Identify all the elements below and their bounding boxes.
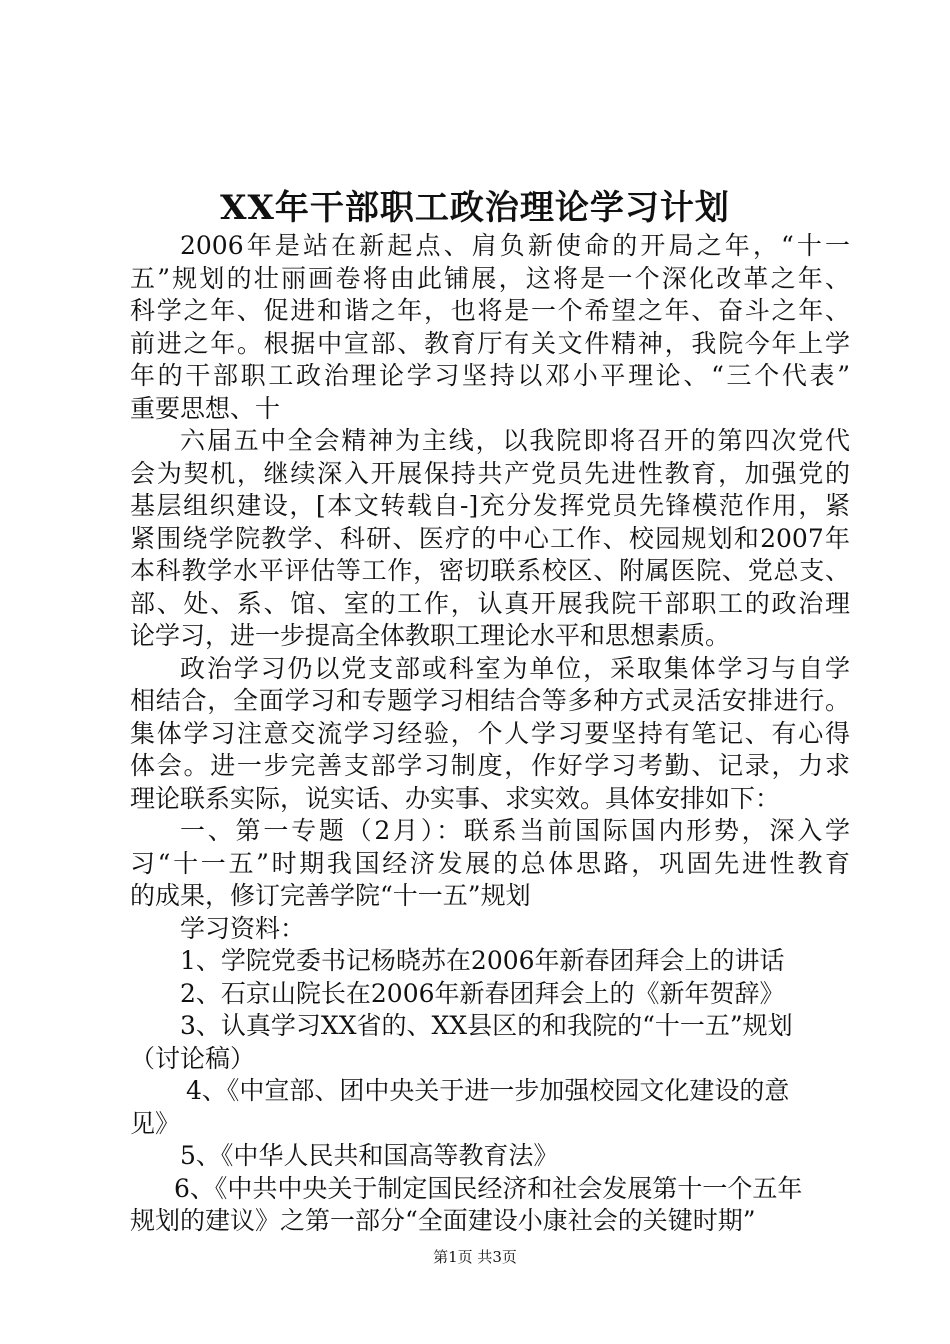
text-line: 年的干部职工政治理论学习坚持以邓小平理论、“三个代表”	[130, 361, 850, 390]
list-item-continuation: （讨论稿）	[130, 1043, 256, 1073]
text-line: 论学习，进一步提高全体教职工理论水平和思想素质。	[130, 621, 731, 650]
text-line: 科学之年、促进和谐之年，也将是一个希望之年、奋斗之年、	[130, 296, 850, 325]
text-line: 2006年是站在新起点、肩负新使命的开局之年，“十一	[180, 231, 850, 260]
document-title: XX年干部职工政治理论学习计划	[220, 188, 730, 228]
text-line: 的成果，修订完善学院“十一五”规划	[130, 881, 531, 910]
text-line: 体会。进一步完善支部学习制度，作好学习考勤、记录，力求	[130, 751, 850, 780]
text-line: 会为契机，继续深入开展保持共产党员先进性教育，加强党的	[130, 458, 850, 488]
text-line: 一、第一专题（2月）：联系当前国际国内形势，深入学	[180, 816, 850, 845]
list-item-continuation: 见》	[130, 1108, 181, 1138]
text-line: 政治学习仍以党支部或科室为单位，采取集体学习与自学	[180, 653, 850, 683]
text-line: 重要思想、十	[130, 393, 281, 423]
list-item-continuation: 规划的建议》之第一部分“全面建设小康社会的关键时期”	[130, 1206, 756, 1235]
text-line: 习“十一五”时期我国经济发展的总体思路，巩固先进性教育	[130, 848, 850, 878]
text-line: 部、处、系、馆、室的工作，认真开展我院干部职工的政治理	[130, 588, 850, 618]
text-line: 理论联系实际，说实话、办实事、求实效。具体安排如下：	[130, 783, 781, 813]
list-item: 4、《中宣部、团中央关于进一步加强校园文化建设的意	[186, 1076, 790, 1105]
list-item: 1、学院党委书记杨晓苏在2006年新春团拜会上的讲话	[180, 946, 785, 975]
document-body	[130, 230, 850, 1238]
text-line: 前进之年。根据中宣部、教育厅有关文件精神，我院今年上学	[130, 328, 850, 358]
text-line: 五”规划的壮丽画卷将由此铺展，这将是一个深化改革之年、	[130, 263, 850, 293]
text-line: 学习资料：	[180, 913, 306, 943]
text-line: 六届五中全会精神为主线，以我院即将召开的第四次党代	[180, 426, 850, 455]
text-line: 紧围绕学院教学、科研、医疗的中心工作、校园规划和2007年	[130, 523, 850, 553]
text-line: 集体学习注意交流学习经验，个人学习要坚持有笔记、有心得	[130, 718, 850, 748]
list-item: 6、《中共中央关于制定国民经济和社会发展第十一个五年	[174, 1173, 803, 1203]
text-line: 基层组织建设，[本文转载自-]充分发挥党员先锋模范作用，紧	[130, 491, 850, 520]
list-item: 2、石京山院长在2006年新春团拜会上的《新年贺辞》	[180, 978, 785, 1008]
list-item: 3、认真学习XX省的、XX县区的和我院的“十一五”规划	[180, 1011, 793, 1040]
page-footer: 第1页 共3页	[433, 1248, 517, 1266]
text-line: 相结合，全面学习和专题学习相结合等多种方式灵活安排进行。	[130, 686, 850, 715]
text-line: 本科教学水平评估等工作，密切联系校区、附属医院、党总支、	[130, 556, 850, 585]
list-item: 5、《中华人民共和国高等教育法》	[180, 1141, 559, 1170]
